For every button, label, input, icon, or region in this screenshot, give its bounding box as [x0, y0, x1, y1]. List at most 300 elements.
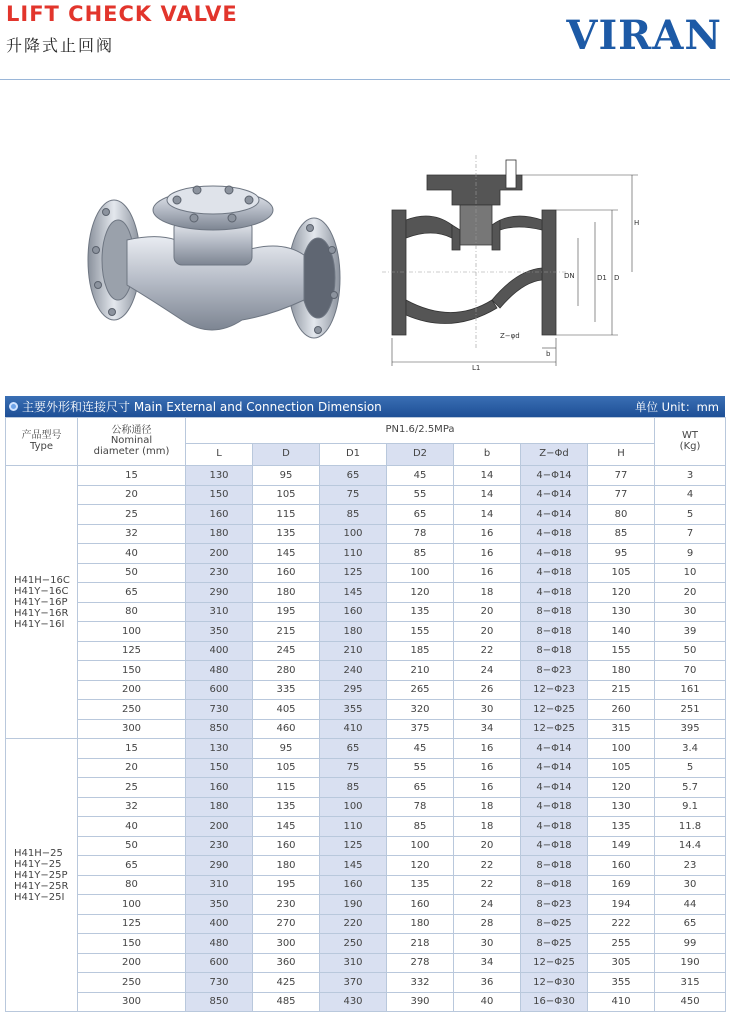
model-group-cell	[6, 739, 78, 1012]
table-cell: 375	[387, 719, 454, 739]
table-cell: 4−Φ18	[521, 583, 588, 603]
table-cell: 30	[454, 700, 521, 720]
table-cell: 115	[253, 778, 320, 798]
brand-logo: VIRAN	[566, 12, 722, 59]
dim-L1-label: L1	[472, 364, 481, 372]
table-cell: 14	[454, 485, 521, 505]
table-cell: 215	[253, 622, 320, 642]
table-cell: 30	[655, 875, 726, 895]
table-cell: 160	[253, 563, 320, 583]
table-cell: 22	[454, 875, 521, 895]
table-cell: 145	[320, 856, 387, 876]
table-cell: 45	[387, 739, 454, 759]
table-cell: 4−Φ18	[521, 563, 588, 583]
header-col-D1: D1	[320, 444, 387, 466]
table-cell: 260	[588, 700, 655, 720]
table-cell: 28	[454, 914, 521, 934]
table-cell: 50	[78, 836, 186, 856]
table-cell: 55	[387, 485, 454, 505]
header-weight: WT (Kg)	[655, 418, 726, 466]
table-cell: 195	[253, 602, 320, 622]
table-cell: 100	[387, 836, 454, 856]
table-cell: 135	[253, 524, 320, 544]
table-cell: 4−Φ18	[521, 544, 588, 564]
table-cell: 12−Φ30	[521, 973, 588, 993]
table-cell: 730	[186, 973, 253, 993]
table-cell: 20	[454, 836, 521, 856]
table-cell: 55	[387, 758, 454, 778]
table-row	[6, 973, 726, 993]
table-cell: 4	[655, 485, 726, 505]
table-cell: 20	[454, 602, 521, 622]
header-col-Zd: Z−Φd	[521, 444, 588, 466]
table-cell: 8−Φ18	[521, 641, 588, 661]
table-cell: 180	[588, 661, 655, 681]
table-cell: 65	[320, 739, 387, 759]
table-cell: 400	[186, 641, 253, 661]
table-cell: 300	[253, 934, 320, 954]
table-cell: 310	[186, 602, 253, 622]
table-cell: 40	[454, 992, 521, 1012]
table-cell: 200	[78, 953, 186, 973]
table-cell: 105	[253, 485, 320, 505]
table-cell: 5	[655, 758, 726, 778]
table-row	[6, 680, 726, 700]
table-cell: 95	[253, 466, 320, 486]
table-cell: 135	[387, 602, 454, 622]
table-cell: 160	[320, 602, 387, 622]
table-cell: 105	[253, 758, 320, 778]
table-cell: 100	[78, 895, 186, 915]
table-cell: 22	[454, 856, 521, 876]
table-cell: 77	[588, 485, 655, 505]
table-cell: 222	[588, 914, 655, 934]
table-cell: 150	[78, 661, 186, 681]
table-cell: 280	[253, 661, 320, 681]
table-cell: 95	[253, 739, 320, 759]
header-col-H: H	[588, 444, 655, 466]
table-cell: 125	[320, 563, 387, 583]
table-row	[6, 622, 726, 642]
table-cell: 11.8	[655, 817, 726, 837]
table-cell: 155	[588, 641, 655, 661]
table-row	[6, 992, 726, 1012]
table-cell: 450	[655, 992, 726, 1012]
table-cell: 295	[320, 680, 387, 700]
table-cell: 85	[387, 817, 454, 837]
table-cell: 80	[78, 875, 186, 895]
table-cell: 12−Φ25	[521, 719, 588, 739]
table-cell: 24	[454, 895, 521, 915]
table-cell: 5.7	[655, 778, 726, 798]
table-cell: 125	[320, 836, 387, 856]
table-cell: 140	[588, 622, 655, 642]
table-cell: 3.4	[655, 739, 726, 759]
table-row	[6, 719, 726, 739]
table-cell: 9	[655, 544, 726, 564]
table-cell: 75	[320, 485, 387, 505]
table-cell: 30	[655, 602, 726, 622]
table-cell: 250	[78, 700, 186, 720]
table-cell: 15	[78, 739, 186, 759]
table-cell: 18	[454, 817, 521, 837]
table-cell: 250	[78, 973, 186, 993]
table-cell: 16	[454, 739, 521, 759]
table-cell: 850	[186, 992, 253, 1012]
table-cell: 20	[655, 583, 726, 603]
table-cell: 32	[78, 797, 186, 817]
table-cell: 8−Φ18	[521, 622, 588, 642]
valve-section-drawing	[382, 150, 672, 375]
table-cell: 105	[588, 563, 655, 583]
table-cell: 78	[387, 797, 454, 817]
table-cell: 850	[186, 719, 253, 739]
table-cell: 14	[454, 505, 521, 525]
table-row	[6, 485, 726, 505]
table-cell: 65	[387, 778, 454, 798]
table-cell: 105	[588, 758, 655, 778]
table-row	[6, 700, 726, 720]
table-cell: 485	[253, 992, 320, 1012]
table-cell: 4−Φ14	[521, 505, 588, 525]
table-cell: 16−Φ30	[521, 992, 588, 1012]
table-cell: 8−Φ18	[521, 875, 588, 895]
table-row	[6, 856, 726, 876]
table-cell: 410	[320, 719, 387, 739]
table-cell: 8−Φ25	[521, 914, 588, 934]
table-cell: 3	[655, 466, 726, 486]
table-cell: 149	[588, 836, 655, 856]
table-cell: 194	[588, 895, 655, 915]
table-cell: 315	[655, 973, 726, 993]
table-cell: 125	[78, 914, 186, 934]
table-cell: 20	[78, 485, 186, 505]
table-row	[6, 914, 726, 934]
table-cell: 77	[588, 466, 655, 486]
table-row	[6, 953, 726, 973]
table-cell: 425	[253, 973, 320, 993]
table-cell: 360	[253, 953, 320, 973]
table-cell: 460	[253, 719, 320, 739]
model-name: H41Y−25	[14, 858, 62, 870]
table-cell: 150	[186, 758, 253, 778]
table-cell: 169	[588, 875, 655, 895]
header-col-b: b	[454, 444, 521, 466]
table-cell: 30	[454, 934, 521, 954]
dim-zd-label: Z−φd	[500, 332, 520, 340]
table-cell: 85	[387, 544, 454, 564]
header-model: 产品型号 Type	[6, 418, 78, 466]
table-cell: 180	[253, 583, 320, 603]
model-group-cell	[6, 466, 78, 739]
table-cell: 100	[320, 797, 387, 817]
table-cell: 135	[588, 817, 655, 837]
table-cell: 100	[588, 739, 655, 759]
table-cell: 23	[655, 856, 726, 876]
table-cell: 85	[320, 505, 387, 525]
table-cell: 215	[588, 680, 655, 700]
table-cell: 32	[78, 524, 186, 544]
table-cell: 218	[387, 934, 454, 954]
table-cell: 310	[186, 875, 253, 895]
table-cell: 4−Φ14	[521, 466, 588, 486]
model-name: H41H−16C	[14, 574, 70, 586]
table-row	[6, 641, 726, 661]
table-cell: 430	[320, 992, 387, 1012]
table-cell: 50	[655, 641, 726, 661]
table-cell: 230	[186, 563, 253, 583]
table-cell: 99	[655, 934, 726, 954]
bullet-icon	[9, 402, 18, 411]
table-cell: 160	[588, 856, 655, 876]
table-cell: 70	[655, 661, 726, 681]
table-cell: 20	[454, 622, 521, 642]
model-name: H41Y−25I	[14, 891, 65, 903]
table-cell: 320	[387, 700, 454, 720]
table-cell: 220	[320, 914, 387, 934]
table-row	[6, 563, 726, 583]
table-row	[6, 836, 726, 856]
dim-D-label: D	[614, 274, 620, 282]
model-name: H41Y−16C	[14, 585, 69, 597]
dimension-table-section	[5, 396, 725, 1012]
table-cell: 350	[186, 622, 253, 642]
table-cell: 34	[454, 953, 521, 973]
table-cell: 85	[320, 778, 387, 798]
model-name: H41H−25	[14, 847, 63, 859]
header-nominal-diameter: 公称通径 Nominal diameter (mm)	[78, 418, 186, 466]
table-cell: 78	[387, 524, 454, 544]
table-cell: 400	[186, 914, 253, 934]
table-cell: 310	[320, 953, 387, 973]
table-cell: 120	[588, 778, 655, 798]
table-row	[6, 797, 726, 817]
table-cell: 190	[320, 895, 387, 915]
table-row	[6, 895, 726, 915]
table-row	[6, 778, 726, 798]
model-name: H41Y−25R	[14, 880, 69, 892]
table-cell: 4−Φ18	[521, 797, 588, 817]
title-chinese: 升降式止回阀	[6, 36, 115, 55]
table-cell: 8−Φ23	[521, 895, 588, 915]
table-cell: 16	[454, 544, 521, 564]
table-cell: 135	[253, 797, 320, 817]
table-cell: 9.1	[655, 797, 726, 817]
table-cell: 130	[186, 739, 253, 759]
table-cell: 180	[320, 622, 387, 642]
table-cell: 7	[655, 524, 726, 544]
table-cell: 480	[186, 661, 253, 681]
table-cell: 8−Φ25	[521, 934, 588, 954]
header-col-D: D	[253, 444, 320, 466]
header-col-L: L	[186, 444, 253, 466]
table-title-bar	[5, 396, 725, 417]
table-cell: 4−Φ14	[521, 758, 588, 778]
table-cell: 160	[320, 875, 387, 895]
header-pressure: PN1.6/2.5MPa	[186, 418, 655, 444]
valve-photo	[82, 170, 347, 370]
table-cell: 45	[387, 466, 454, 486]
table-cell: 80	[588, 505, 655, 525]
table-cell: 355	[588, 973, 655, 993]
table-cell: 15	[78, 466, 186, 486]
table-cell: 150	[186, 485, 253, 505]
table-cell: 10	[655, 563, 726, 583]
table-cell: 200	[186, 544, 253, 564]
table-cell: 115	[253, 505, 320, 525]
table-row	[6, 544, 726, 564]
table-cell: 25	[78, 505, 186, 525]
table-cell: 185	[387, 641, 454, 661]
table-cell: 278	[387, 953, 454, 973]
model-name: H41Y−16P	[14, 596, 68, 608]
table-cell: 245	[253, 641, 320, 661]
table-cell: 150	[78, 934, 186, 954]
table-cell: 40	[78, 817, 186, 837]
table-cell: 14	[454, 466, 521, 486]
table-cell: 36	[454, 973, 521, 993]
table-cell: 4−Φ18	[521, 817, 588, 837]
table-cell: 332	[387, 973, 454, 993]
table-cell: 26	[454, 680, 521, 700]
table-row	[6, 875, 726, 895]
table-cell: 240	[320, 661, 387, 681]
table-cell: 255	[588, 934, 655, 954]
dim-DN-label: DN	[564, 272, 575, 280]
table-cell: 65	[655, 914, 726, 934]
table-cell: 315	[588, 719, 655, 739]
table-cell: 18	[454, 797, 521, 817]
table-cell: 100	[387, 563, 454, 583]
table-cell: 85	[588, 524, 655, 544]
table-cell: 4−Φ18	[521, 836, 588, 856]
table-cell: 130	[588, 797, 655, 817]
table-cell: 120	[387, 583, 454, 603]
table-cell: 730	[186, 700, 253, 720]
table-cell: 180	[253, 856, 320, 876]
table-cell: 130	[186, 466, 253, 486]
table-row	[6, 602, 726, 622]
table-cell: 195	[253, 875, 320, 895]
table-cell: 160	[387, 895, 454, 915]
table-cell: 600	[186, 953, 253, 973]
table-row	[6, 739, 726, 759]
table-cell: 210	[387, 661, 454, 681]
table-cell: 44	[655, 895, 726, 915]
table-cell: 34	[454, 719, 521, 739]
table-cell: 270	[253, 914, 320, 934]
table-cell: 65	[78, 856, 186, 876]
table-cell: 18	[454, 583, 521, 603]
table-cell: 110	[320, 544, 387, 564]
table-cell: 160	[253, 836, 320, 856]
table-cell: 600	[186, 680, 253, 700]
table-cell: 14.4	[655, 836, 726, 856]
table-cell: 350	[186, 895, 253, 915]
table-cell: 145	[253, 817, 320, 837]
table-cell: 12−Φ25	[521, 700, 588, 720]
table-cell: 230	[186, 836, 253, 856]
table-cell: 80	[78, 602, 186, 622]
table-cell: 65	[320, 466, 387, 486]
table-cell: 8−Φ18	[521, 856, 588, 876]
table-row	[6, 505, 726, 525]
table-cell: 95	[588, 544, 655, 564]
table-cell: 100	[320, 524, 387, 544]
table-cell: 410	[588, 992, 655, 1012]
dim-H-label: H	[634, 219, 640, 227]
table-cell: 22	[454, 641, 521, 661]
table-cell: 180	[186, 797, 253, 817]
table-cell: 355	[320, 700, 387, 720]
table-cell: 160	[186, 778, 253, 798]
table-cell: 4−Φ14	[521, 778, 588, 798]
table-cell: 65	[78, 583, 186, 603]
table-cell: 265	[387, 680, 454, 700]
table-cell: 290	[186, 856, 253, 876]
table-cell: 370	[320, 973, 387, 993]
table-cell: 200	[78, 680, 186, 700]
table-cell: 395	[655, 719, 726, 739]
table-cell: 125	[78, 641, 186, 661]
table-cell: 4−Φ14	[521, 485, 588, 505]
table-cell: 110	[320, 817, 387, 837]
table-cell: 12−Φ25	[521, 953, 588, 973]
table-cell: 161	[655, 680, 726, 700]
table-cell: 160	[186, 505, 253, 525]
table-cell: 300	[78, 719, 186, 739]
model-name: H41Y−25P	[14, 869, 68, 881]
table-cell: 20	[78, 758, 186, 778]
table-title: 主要外形和连接尺寸 Main External and Connection Dimension	[22, 400, 382, 414]
table-cell: 145	[253, 544, 320, 564]
table-cell: 25	[78, 778, 186, 798]
table-row	[6, 934, 726, 954]
model-name: H41Y−16R	[14, 607, 69, 619]
table-cell: 65	[387, 505, 454, 525]
header-divider	[0, 79, 730, 80]
table-cell: 16	[454, 778, 521, 798]
table-cell: 300	[78, 992, 186, 1012]
unit-label: 单位 Unit：mm	[635, 399, 719, 414]
table-cell: 16	[454, 524, 521, 544]
table-cell: 305	[588, 953, 655, 973]
table-cell: 8−Φ18	[521, 602, 588, 622]
table-cell: 480	[186, 934, 253, 954]
table-cell: 16	[454, 758, 521, 778]
table-cell: 8−Φ23	[521, 661, 588, 681]
table-cell: 39	[655, 622, 726, 642]
table-cell: 200	[186, 817, 253, 837]
table-cell: 210	[320, 641, 387, 661]
table-cell: 5	[655, 505, 726, 525]
table-cell: 250	[320, 934, 387, 954]
table-cell: 335	[253, 680, 320, 700]
dim-b-label: b	[546, 350, 551, 358]
dim-D1-label: D1	[597, 274, 607, 282]
table-cell: 4−Φ18	[521, 524, 588, 544]
table-cell: 50	[78, 563, 186, 583]
table-row	[6, 758, 726, 778]
table-cell: 155	[387, 622, 454, 642]
model-name: H41Y−16I	[14, 618, 65, 630]
table-cell: 145	[320, 583, 387, 603]
table-cell: 180	[387, 914, 454, 934]
table-cell: 135	[387, 875, 454, 895]
table-row	[6, 817, 726, 837]
header-col-D2: D2	[387, 444, 454, 466]
table-cell: 120	[387, 856, 454, 876]
